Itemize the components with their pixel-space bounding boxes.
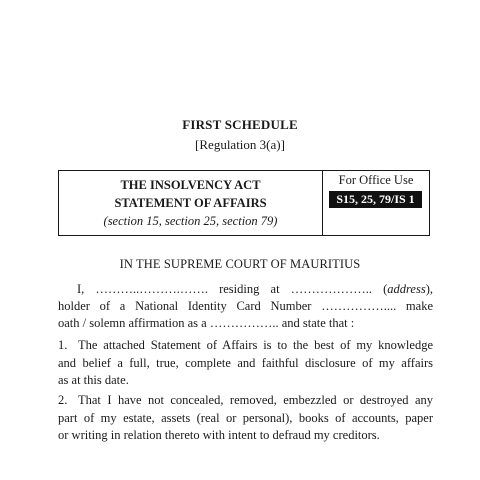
office-use-cell (322, 171, 429, 235)
oath-line-1 (58, 281, 433, 298)
court-heading: IN THE SUPREME COURT OF MAURITIUS (119, 257, 361, 271)
oath-paragraph (58, 281, 433, 332)
act-title: THE INSOLVENCY ACT (120, 178, 261, 192)
sections-reference: (section 15, section 25, section 79) (103, 214, 278, 228)
paragraph-1-line-1 (58, 337, 433, 355)
paragraph-1-line-2: and belief a full, true, complete and faithful disclosure of my affairs (58, 355, 433, 370)
numbered-paragraph-1 (58, 337, 433, 390)
paragraph-1-number: 1. (58, 338, 68, 352)
paragraph-2-number: 2. (58, 393, 68, 407)
oath-line-2: holder of a National Identity Card Number …………….... make (58, 299, 433, 313)
paragraph-2-line-1 (58, 392, 433, 410)
paragraph-2-line-3: or writing in relation thereto with intent to defraud my creditors. (58, 428, 380, 442)
act-info-cell (59, 171, 322, 235)
paragraph-2-line-1-text: That I have not concealed, removed, embezzled or destroyed any (78, 393, 433, 407)
paragraph-1-line-1-text: The attached Statement of Affairs is to the best of my knowledge (78, 338, 433, 352)
oath-line-1-text: I, ………..……….……. residing at ……………….. ( (77, 282, 388, 296)
numbered-paragraph-2 (58, 392, 433, 445)
statement-title: STATEMENT OF AFFAIRS (114, 196, 267, 210)
oath-line-1-end: ), (425, 282, 433, 296)
schedule-title: FIRST SCHEDULE (182, 117, 298, 132)
address-placeholder: address (387, 282, 426, 296)
oath-line-3: oath / solemn affirmation as a …………….. and state that : (58, 316, 355, 330)
form-code-badge: S15, 25, 79/IS 1 (329, 191, 422, 208)
regulation-reference: [Regulation 3(a)] (195, 137, 285, 152)
paragraph-2-line-2: part of my estate, assets (real or personal), books of accounts, paper (58, 410, 433, 425)
paragraph-1-line-3: as at this date. (58, 373, 129, 387)
form-header-box (58, 170, 430, 236)
office-use-label: For Office Use (338, 173, 414, 187)
